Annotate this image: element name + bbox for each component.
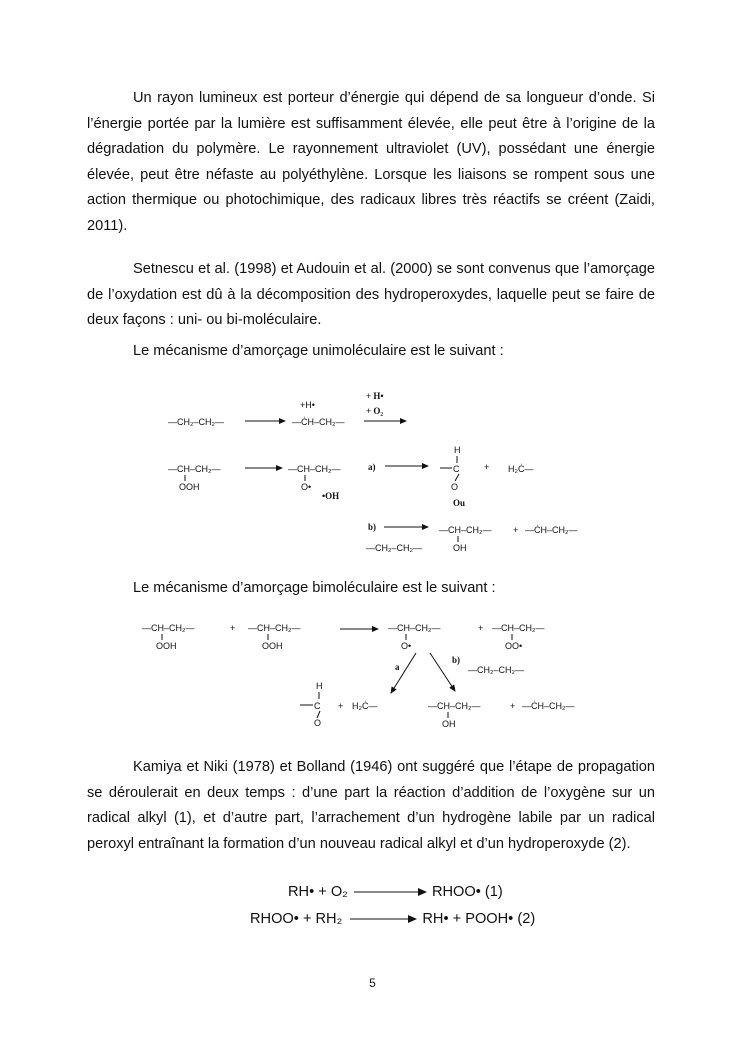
peroxy-chain: —CH–CH₂— bbox=[492, 623, 545, 633]
oh-radical: •OH bbox=[322, 491, 340, 501]
ooh-group: OOH bbox=[179, 482, 200, 492]
hydroperoxide-chain: —CH–CH₂— bbox=[168, 464, 221, 474]
equation-2-right: RH• + POOH• (2) bbox=[422, 911, 536, 927]
chain-ch2-ch2: —CH₂–CH₂— bbox=[168, 417, 224, 427]
paragraph-uv-degradation: Un rayon lumineux est porteur d’énergie qui dépend de sa longueur d’onde. Si l’énergie portée par la lumière est suffisamment élevée, elle peut être à l’origine de la dégradation du polymère. Le rayonnement ultraviolet (UV), possédant une énergie élevée, peut être néfaste au polyéthylène. Lorsque les liaisons se rompent sous une action thermique ou photochimique, des radicaux libres très réactifs se créent (Zaidi, 2011). bbox=[87, 90, 655, 234]
alcohol-chain: —CH–CH₂— bbox=[428, 701, 481, 711]
alkoxy-chain: —CH–CH₂— bbox=[288, 464, 341, 474]
o-radical: O• bbox=[301, 482, 312, 492]
aldehyde-h: H bbox=[454, 445, 461, 455]
hydroperoxide-chain: —CH–CH₂— bbox=[248, 623, 301, 633]
alkoxy-chain: —CH–CH₂— bbox=[388, 623, 441, 633]
oo-radical: OO• bbox=[505, 641, 523, 651]
methylene-radical: H₂Ċ— bbox=[352, 701, 378, 711]
methylene-radical: H₂Ċ— bbox=[508, 464, 534, 474]
ooh-group: OOH bbox=[262, 641, 283, 651]
label-a: a bbox=[395, 662, 400, 672]
aldehyde-c: C bbox=[314, 701, 321, 711]
caption-unimolecular: Le mécanisme d’amorçage unimoléculaire est le suivant : bbox=[133, 343, 504, 359]
plus-sign: + bbox=[510, 701, 516, 711]
alkyl-radical: —ĊH–CH₂— bbox=[292, 417, 345, 427]
unimolecular-mechanism-scheme bbox=[150, 388, 595, 560]
chain-ch2-ch2: —CH₂–CH₂— bbox=[468, 665, 524, 675]
plus-sign: + bbox=[484, 462, 490, 472]
equation-1-left: RH• + O₂ bbox=[288, 884, 348, 900]
aldehyde-h: H bbox=[316, 681, 323, 691]
aldehyde-c: C bbox=[453, 464, 460, 474]
equation-2-arrow bbox=[346, 914, 418, 924]
alcohol-chain: —CH–CH₂— bbox=[439, 525, 492, 535]
plus-sign: + bbox=[230, 623, 236, 633]
alkyl-radical: —ĊH–CH₂— bbox=[525, 525, 578, 535]
alkyl-radical: —ĊH–CH₂— bbox=[522, 701, 575, 711]
o-radical: O• bbox=[401, 641, 412, 651]
page-number: 5 bbox=[369, 976, 376, 990]
paragraph-hydroperoxide-decomposition: Setnescu et al. (1998) et Audouin et al. (2000) se sont convenus que l’amorçage de l’oxydation est dû à la décomposition des hydroperoxydes, laquelle peut se faire de deux façons : uni- ou bi-moléculaire. bbox=[87, 261, 655, 328]
aldehyde-o: O bbox=[451, 482, 459, 492]
equation-2 bbox=[250, 911, 535, 927]
caption-bimolecular: Le mécanisme d’amorçage bimoléculaire est le suivant : bbox=[133, 580, 496, 596]
plus-sign: + bbox=[478, 623, 484, 633]
plus-o2: + O₂ bbox=[366, 406, 384, 416]
oh-group: OH bbox=[442, 719, 456, 729]
hydroperoxide-chain: —CH–CH₂— bbox=[142, 623, 195, 633]
paragraph-propagation: Kamiya et Niki (1978) et Bolland (1946) ont suggéré que l’étape de propagation se déroulerait en deux temps : d’une part la réaction d’addition de l’oxygène sur un radical alkyl (1), et d’autre part, l’arrachement d’un hydrogène labile par un radical peroxyl entraînant la formation d’un nouveau radical alkyl et d’un hydroperoxyde (2). bbox=[87, 759, 655, 852]
or-label: Ou bbox=[453, 498, 466, 508]
equation-1 bbox=[288, 884, 503, 900]
branch-arrow-a bbox=[391, 653, 416, 693]
label-b: b) bbox=[368, 522, 377, 532]
label-a: a) bbox=[368, 462, 376, 472]
equation-1-right: RHOO• (1) bbox=[431, 884, 503, 900]
bimolecular-mechanism-scheme bbox=[140, 615, 610, 735]
chain-ch2-ch2: —CH₂–CH₂— bbox=[366, 543, 422, 553]
ooh-group: OOH bbox=[156, 641, 177, 651]
label-b: b) bbox=[452, 655, 461, 665]
plus-h-small: +H• bbox=[300, 400, 315, 410]
aldehyde-o: O bbox=[314, 718, 322, 728]
plus-sign: + bbox=[513, 525, 519, 535]
equation-2-left: RHOO• + RH₂ bbox=[250, 911, 343, 927]
equation-1-arrow bbox=[352, 887, 428, 897]
plus-h-radical: + H• bbox=[366, 391, 384, 401]
plus-sign: + bbox=[338, 701, 344, 711]
oh-group: OH bbox=[453, 543, 467, 553]
